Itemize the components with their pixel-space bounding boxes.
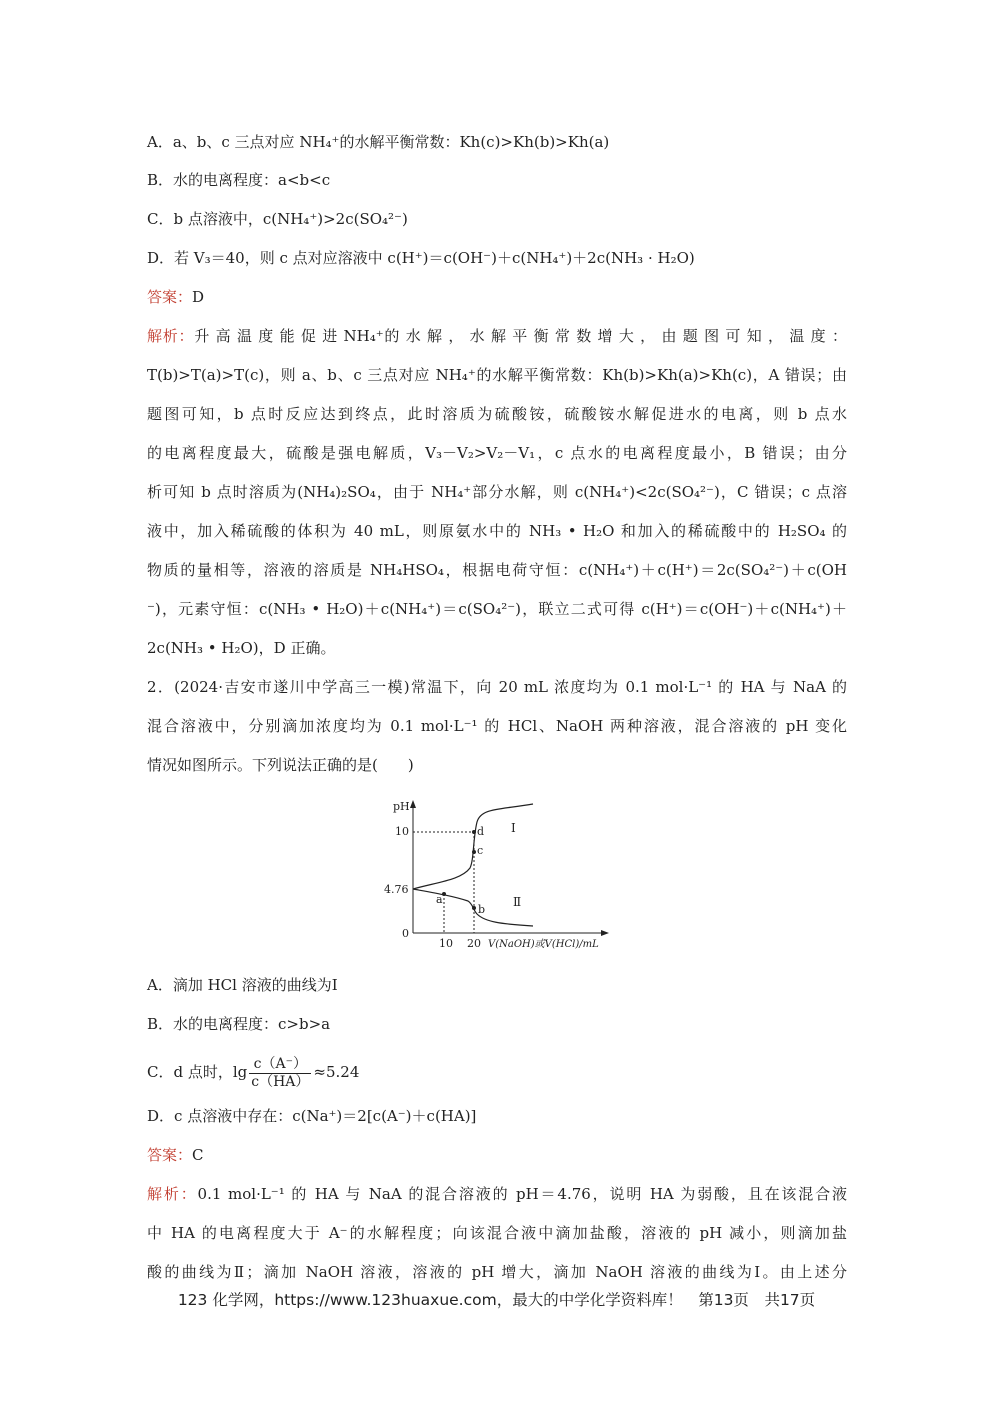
x-tick-20: 20 [467, 937, 481, 950]
x-tick-10: 10 [439, 937, 453, 950]
page-footer: 123 化学网，https://www.123huaxue.com，最大的中学化学资料库！ 第13页 共17页 [177, 1291, 816, 1309]
q1-analysis-line: 解析：升 高 温 度 能 促 进 NH₄⁺的 水 解 ， 水 解 平 衡 常 数 增 大 ， 由 题 图 可 知 ， 温 度 ： [147, 327, 847, 345]
q2-stem-line: 情况如图所示。下列说法正确的是( ) [147, 756, 414, 774]
point-b [472, 906, 476, 910]
answer-label: 答案： [147, 1146, 193, 1164]
curve-i [413, 804, 533, 889]
answer-value: D [192, 288, 205, 306]
label-b: b [478, 903, 486, 916]
y-axis-label: pH [393, 800, 410, 813]
analysis-label: 解析： [147, 1185, 198, 1203]
q1-answer [147, 287, 204, 307]
q2-option-c: C．d 点时，lg $\frac{c(A^-)}{c(HA)}$ ≈5.24 [147, 1055, 360, 1090]
y-tick-476: 4.76 [384, 883, 409, 896]
y-axis-arrow [410, 800, 416, 808]
y-tick-0: 0 [402, 927, 409, 940]
q1-analysis-line: T(b)>T(a)>T(c)，则 a、b、c 三点对应 NH₄⁺的水解平衡常数：Kh(b)>Kh(a)>Kh(c)，A 错误；由 [147, 366, 847, 384]
y-tick-10: 10 [395, 825, 409, 838]
x-axis-arrow [601, 930, 609, 936]
q1-analysis-line: 析可知 b 点时溶质为(NH₄)₂SO₄，由于 NH₄⁺部分水解，则 c(NH₄⁺)<2c(SO₄²⁻)，C 错误；c 点溶 [147, 483, 847, 501]
analysis-label: 解析： [147, 327, 195, 345]
q1-analysis-line: 的电离程度最大，硫酸是强电解质，V₃－V₂>V₂－V₁，c 点水的电离程度最小，B 错误；由分 [147, 444, 847, 462]
q2-option-b: B．水的电离程度：c>b>a [147, 1015, 331, 1033]
curve-ii-label: Ⅱ [513, 895, 522, 909]
q1-analysis-line: 题图可知，b 点时反应达到终点，此时溶质为硫酸铵，硫酸铵水解促进水的电离，则 b 点水 [147, 405, 847, 423]
point-c [472, 850, 476, 854]
label-d: d [477, 825, 485, 838]
q1-option-d: D．若 V₃＝40，则 c 点对应溶液中 c(H⁺)＝c(OH⁻)＋c(NH₄⁺)＋2c(NH₃ · H₂O) [147, 249, 695, 267]
curve-i-label: Ⅰ [511, 821, 516, 835]
answer-label: 答案： [147, 288, 193, 306]
q2-option-a: A．滴加 HCl 溶液的曲线为Ⅰ [147, 976, 338, 994]
x-axis-label: V(NaOH)或V(HCl)/mL [488, 939, 599, 950]
q2-analysis-line: 中 HA 的电离程度大于 A⁻的水解程度；向该混合液中滴加盐酸，溶液的 pH 减小，则滴加盐 [147, 1224, 847, 1242]
label-a: a [436, 893, 443, 906]
q1-analysis-line: 2c(NH₃ • H₂O)，D 正确。 [147, 639, 336, 657]
q2-answer [147, 1145, 204, 1165]
q1-analysis-line: ⁻)，元素守恒：c(NH₃ • H₂O)＋c(NH₄⁺)＝c(SO₄²⁻)，联立二式可得 c(H⁺)＝c(OH⁻)＋c(NH₄⁺)＋ [147, 600, 847, 618]
q2-stem-line: 混合溶液中，分别滴加浓度均为 0.1 mol·L⁻¹ 的 HCl、NaOH 两种溶液，混合溶液的 pH 变化 [147, 717, 847, 735]
label-c: c [477, 844, 484, 857]
q2-analysis-line: 解析：0.1 mol·L⁻¹ 的 HA 与 NaA 的混合溶液的 pH＝4.76，说明 HA 为弱酸，且在该混合液 [147, 1185, 847, 1203]
point-a [442, 892, 446, 896]
q1-option-c: C．b 点溶液中，c(NH₄⁺)>2c(SO₄²⁻) [147, 210, 408, 228]
q1-option-b: B．水的电离程度：a<b<c [147, 171, 331, 189]
fraction: $\frac{c(A^-)}{c(HA)}$ [251, 1055, 310, 1090]
q2-analysis-line: 酸的曲线为Ⅱ；滴加 NaOH 溶液，溶液的 pH 增大，滴加 NaOH 溶液的曲线为Ⅰ。由上述分 [147, 1263, 847, 1281]
point-d [472, 830, 476, 834]
q1-analysis-line: 液中，加入稀硫酸的体积为 40 mL，则原氨水中的 NH₃ • H₂O 和加入的稀硫酸中的 H₂SO₄ 的 [147, 522, 847, 540]
q2-option-d: D．c 点溶液中存在：c(Na⁺)＝2[c(A⁻)＋c(HA)] [147, 1107, 477, 1125]
q1-option-a: A．a、b、c 三点对应 NH₄⁺的水解平衡常数：Kh(c)>Kh(b)>Kh(a) [147, 133, 610, 151]
answer-value: C [192, 1146, 204, 1164]
ph-titration-figure [383, 796, 623, 956]
q2-stem-line: 2．(2024·吉安市遂川中学高三一模)常温下，向 20 mL 浓度均为 0.1 mol·L⁻¹ 的 HA 与 NaA 的 [147, 678, 847, 696]
q1-analysis-line: 物质的量相等，溶液的溶质是 NH₄HSO₄，根据电荷守恒：c(NH₄⁺)＋c(H⁺)＝2c(SO₄²⁻)＋c(OH [147, 561, 847, 579]
